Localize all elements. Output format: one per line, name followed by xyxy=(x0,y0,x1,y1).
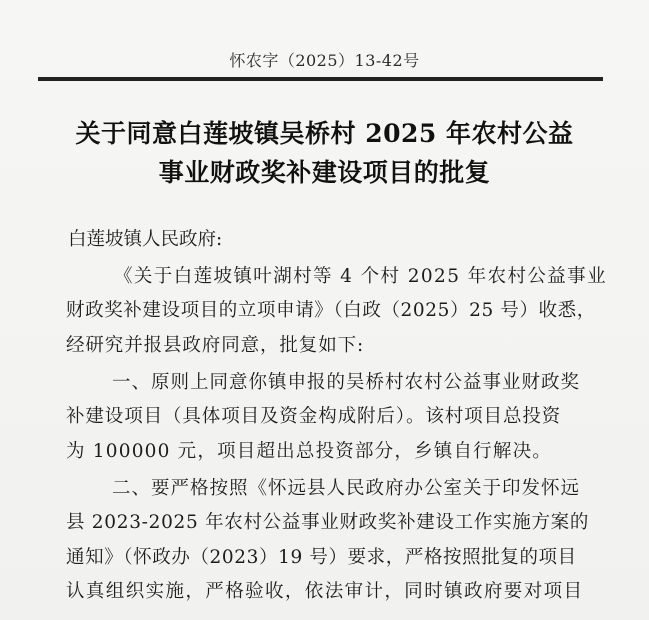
body-line: 通知》（怀政办（2023）19 号）要求，严格按照批复的项目 xyxy=(66,547,577,568)
body-line: 《关于白莲坡镇叶湖村等 4 个村 2025 年农村公益事业 xyxy=(114,266,607,287)
addressee: 白莲坡镇人民政府: xyxy=(68,229,223,250)
body-line: 认真组织实施，严格验收，依法审计，同时镇政府要对项目 xyxy=(66,581,584,602)
document-number: 怀农字（2025）13-42号 xyxy=(229,51,420,70)
body-line: 为 100000 元，项目超出总投资部分，乡镇自行解决。 xyxy=(66,441,552,462)
body-line: 补建设项目（具体项目及资金构成附后）。该村项目总投资 xyxy=(66,406,562,427)
header-divider xyxy=(38,77,603,81)
body-line: 财政奖补建设项目的立项申请》（白政（2025）25 号）收悉， xyxy=(66,300,596,321)
document-title-line-2: 事业财政奖补建设项目的批复 xyxy=(158,158,491,187)
body-line: 一、原则上同意你镇申报的吴桥村农村公益事业财政奖 xyxy=(112,372,581,393)
body-line: 经研究并报县政府同意，批复如下: xyxy=(66,335,365,356)
body-line: 二、要严格按照《怀远县人民政府办公室关于印发怀远 xyxy=(112,478,581,499)
body-line: 县 2023-2025 年农村公益事业财政奖补建设工作实施方案的 xyxy=(66,512,590,533)
document-title-line-1: 关于同意白莲坡镇吴桥村 2025 年农村公益 xyxy=(75,119,574,148)
